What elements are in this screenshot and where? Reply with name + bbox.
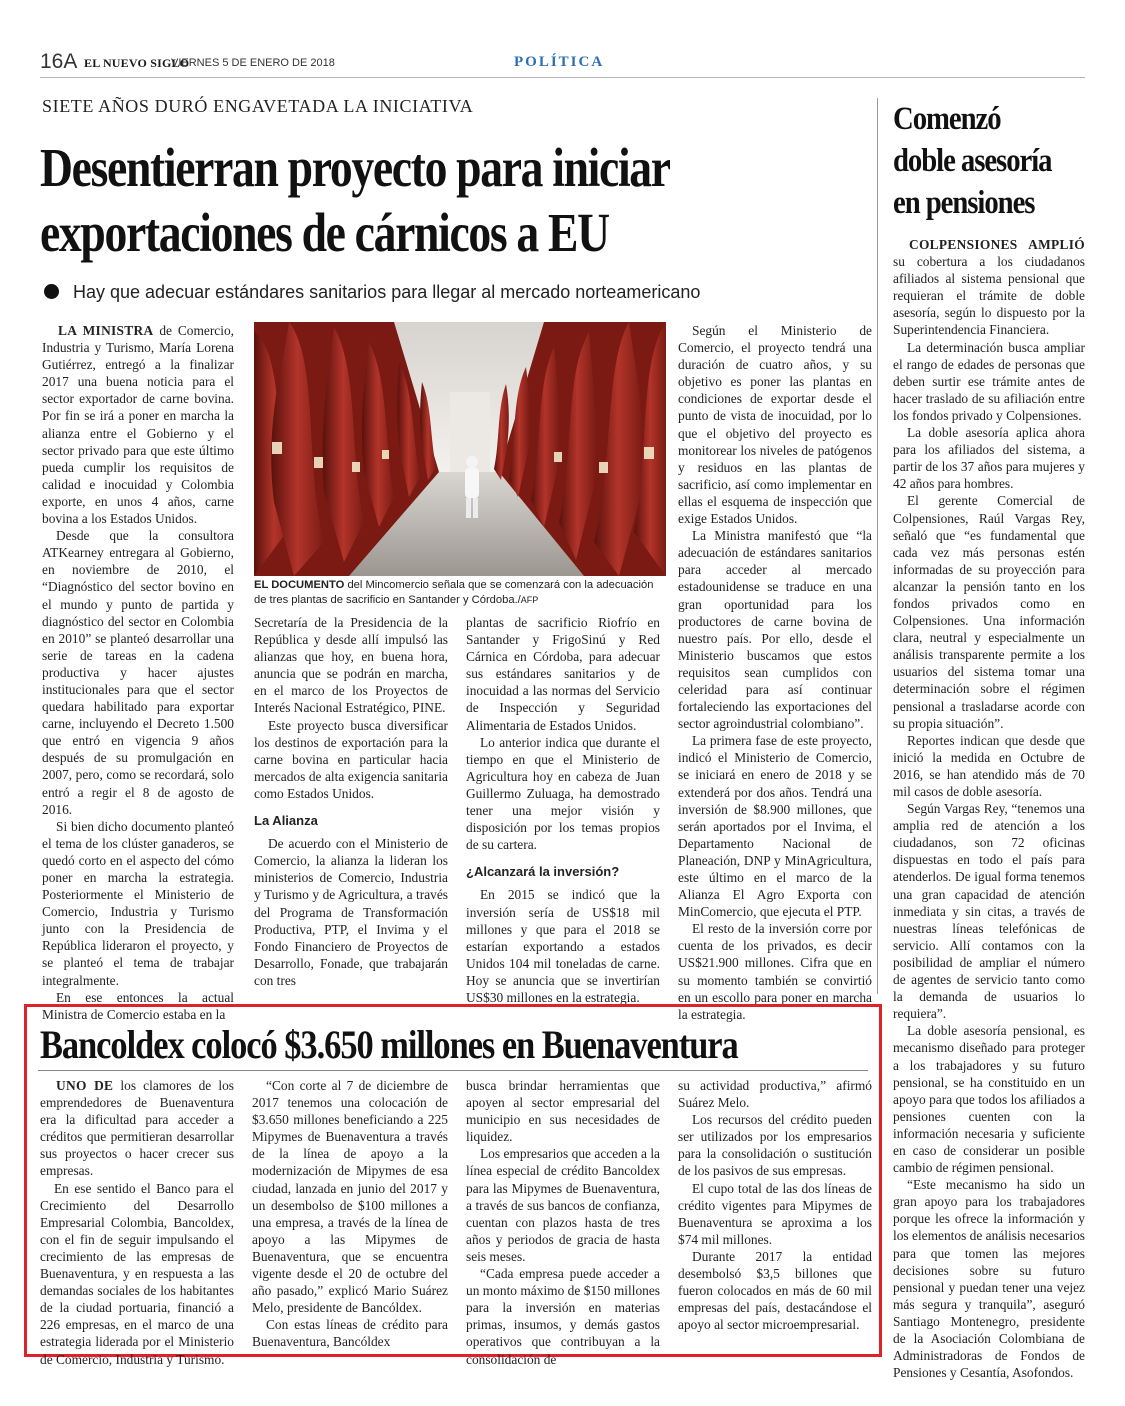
caption-text: del Mincomercio señala que se comenzará con la adecuación de tres plantas de sacrificio en Santander y Córdoba./ <box>254 579 654 606</box>
main-headline <box>40 135 729 265</box>
publication-date: VIERNES 5 DE ENERO DE 2018 <box>171 57 335 69</box>
main-column-3 <box>466 614 660 1006</box>
paragraph: “Cada empresa puede acceder a un monto máximo de $150 millones para la inversión en materias primas, insumos, y demás gastos operativos que contribuyan a la consolidación de <box>466 1266 660 1367</box>
paragraph: su cobertura a los ciudadanos afiliados al sistema pensional que requieran el trámite de doble asesoría, según lo dispuesto por la Superintendencia Financiera. <box>893 254 1085 338</box>
column-divider <box>877 98 878 994</box>
boxed-column-4 <box>678 1077 872 1333</box>
paragraph: El cupo total de las dos líneas de crédito vigentes para Mipymes de Buenaventura se aproxima a los $74 mil millones. <box>678 1180 872 1247</box>
paragraph: Según Vargas Rey, “tenemos una amplia red de atención a los ciudadanos, son 72 oficinas dispuestas en todo el país para atenderlos. De igual forma tenemos una gran capacidad de atención inmediata y sin citas, a través de nuestras líneas telefónicas de servicio. Allí contamos con la posibilidad de ampliar el número de agentes de servicio tanto como la demanda de usuarios lo requiera”. <box>893 801 1085 1022</box>
paragraph: La doble asesoría pensional, es mecanismo diseñado para proteger a los trabajadores y su futuro pensional, se ha constituido en un apoyo para que todos los afiliados a pensiones cuenten con la información necesaria y suficiente en caso de considerar un posible cambio de régimen pensional. <box>893 1023 1085 1176</box>
paragraph: Desde que la consultora ATKearney entregara al Gobierno, en noviembre de 2010, el “Diagnóstico del sector bovino en el mundo y punto de partida y diagnóstico del sector en Colombia en 2010” se planteó desarrollar una serie de tareas en la cadena productiva y hacer ajustes institucionales para que el sector quedara habilitado para exportar carne, incluyendo el Decreto 1.500 que entró en vigencia 9 años después de su promulgación en 2007, pero, como se recordará, solo entró a regir el 8 de agosto de 2016. <box>42 528 234 817</box>
paragraph: La Ministra manifestó que “la adecuación de estándares sanitarios para acceder al mercado estadounidense se traduce en una gran oportunidad para los productores de carne bovina de nuestro país. Por ello, desde el Ministerio buscamos que estos requisitos sean cumplidos con celeridad para así continuar fortaleciendo las exportaciones del sector agroindustrial colombiano”. <box>678 528 872 732</box>
newspaper-name: EL NUEVO SIGLO <box>84 56 190 70</box>
main-column-1 <box>42 322 234 1023</box>
paragraph: los clamores de los emprendedores de Buenaventura era la dificultad para acceder a créditos que permitieran desarrollar sus proyectos o hacer crecer sus empresas. <box>40 1078 234 1179</box>
paragraph: La primera fase de este proyecto, indicó el Ministerio de Comercio, se iniciará en enero de 2018 y se extenderá por dos años. Tendrá una inversión de $8.900 millones, que serán aportados por el Invima, el Departamento Nacional de Planeación, DNP y MinAgricultura, este último en el marco de la Alianza El Agro Exporta con MinComercio, que ejecuta el PTP. <box>678 733 872 920</box>
paragraph: Lo anterior indica que durante el tiempo en que el Ministerio de Agricultura hoy en cabeza de Juan Guillermo Zuluaga, ha demostrado tener una mejor visión y disposición por los temas propios de su cartera. <box>466 734 660 853</box>
boxed-column-1 <box>40 1077 234 1368</box>
headline-line-2: exportaciones de cárnicos a EU <box>40 202 609 263</box>
paragraph: su actividad productiva,” afirmó Suárez Melo. <box>678 1078 872 1111</box>
bullet-icon <box>44 284 59 299</box>
main-column-4 <box>678 322 872 1023</box>
sidebar-title: Comenzó doble asesoría en pensiones <box>893 101 1052 221</box>
lead-label: COLPENSIONES AMPLIÓ <box>909 237 1085 252</box>
lead-label: LA MINISTRA <box>58 323 154 338</box>
paragraph: plantas de sacrificio Riofrío en Santander y FrigoSinú y Red Cárnica en Córdoba, para adecuar sus estándares sanitarios y de inocuidad a las normas del Servicio de Inspección y Seguridad Alimentaria de Estados Unidos. <box>466 615 660 733</box>
sidebar-body <box>893 236 1085 1381</box>
paragraph: El resto de la inversión corre por cuenta de los privados, es decir US$21.900 millones. Cifra que en su momento también se convirtió en un escollo para poner en marcha la estrategia. <box>678 921 872 1022</box>
boxed-column-2 <box>252 1077 448 1351</box>
lead-label: UNO DE <box>56 1078 114 1093</box>
paragraph: busca brindar herramientas que apoyen al sector empresarial del municipio en sus necesidades de liquidez. <box>466 1078 660 1145</box>
paragraph: Con estas líneas de crédito para Buenaventura, Bancóldex <box>252 1317 448 1350</box>
paragraph: Los empresarios que acceden a la línea especial de crédito Bancoldex para las Mipymes de Buenaventura, a través de sus bancos de confianza, cuentan con plazos hasta de tres años y periodos de gracia de hasta seis meses. <box>466 1146 660 1264</box>
meat-warehouse-photo <box>254 322 666 576</box>
paragraph: Los recursos del crédito pueden ser utilizados por los empresarios para la consolidación o sustitución de los pasivos de sus empresas. <box>678 1112 872 1179</box>
photo-credit: AFP <box>520 595 539 605</box>
paragraph: de Comercio, Industria y Turismo, María Lorena Gutiérrez, entregó a la finalizar 2017 una buena noticia para el sector exportador de carne bovina. Por fin se irá a poner en marcha la alianza entre el Gobierno y el sector privado para que este último pueda cumplir los requisitos de calidad e inocuidad y Colombia exporte, en unos 4 años, carne bovina a los Estados Unidos. <box>42 323 234 527</box>
main-column-2 <box>254 614 448 989</box>
paragraph: En ese sentido el Banco para el Crecimiento del Desarrollo Empresarial Colombia, Bancoldex, con el fin de seguir impulsando el crecimiento de las empresas de Buenaventura, y en respuesta a las demandas sociales de los habitantes de la ciudad portuaria, financió a 226 empresas, en el marco de una estrategia liderada por el Ministerio de Comercio, Industria y Turismo. <box>40 1180 234 1367</box>
paragraph: La determinación busca ampliar el rango de edades de personas que deben surtir ese trámite antes de hacer traslado de su afiliación entre los fondos privado y Colpensiones. <box>893 339 1085 423</box>
paragraph: Este proyecto busca diversificar los destinos de exportación para la carne bovina en particular hacia mercados de alta exigencia sanitaria como Estados Unidos. <box>254 717 448 801</box>
paragraph: Según el Ministerio de Comercio, el proyecto tendrá una duración de cuatro años, y su objetivo es poner las plantas en condiciones de exportar desde el punto de vista de inocuidad, por lo que el objetivo del proyecto es monitorear los niveles de patógenos y residuos en las plantas de sacrificio, así como implementar en ellas el esquema de inspección que exige Estados Unidos. <box>678 323 872 527</box>
kicker: SIETE AÑOS DURÓ ENGAVETADA LA INICIATIVA <box>42 96 474 116</box>
paragraph: En ese entonces la actual Ministra de Comercio estaba en la <box>42 989 234 1022</box>
paragraph: En 2015 se indicó que la inversión sería de US$18 mil millones y que para el 2018 se estarían exportando a estados Unidos 104 mil toneladas de carne. Hoy se anuncia que se invertirían US$30 millones en la estrategia. <box>466 887 660 1005</box>
paragraph: Si bien dicho documento planteó el tema de los clúster ganaderos, se quedó corto en el aspecto del cómo poner en marcha la estrategia. Posteriormente el Ministerio de Comercio, Industria y Turismo junto con la Presidencia de República lideraron el proyecto, y se planteó el tema de trabajar integralmente. <box>42 818 234 988</box>
paragraph: La doble asesoría aplica ahora para los afiliados del sistema, a partir de los 37 años para mujeres y 42 años para hombres. <box>893 425 1085 492</box>
section-label: POLÍTICA <box>514 54 605 70</box>
deck <box>44 282 864 303</box>
caption-label: EL DOCUMENTO <box>254 579 345 591</box>
boxed-story-divider <box>38 1070 868 1071</box>
page-number: 16A <box>40 50 78 73</box>
paragraph: Secretaría de la Presidencia de la República y desde allí impulsó las alianzas que hoy, en buena hora, anuncia que se podrán en marcha, en el marco de los Proyectos de Interés Nacional Estratégico, PINE. <box>254 615 448 716</box>
paragraph: El gerente Comercial de Colpensiones, Raúl Vargas Rey, señaló que “es fundamental que cada vez más personas estén informadas de su proyección para alcanzar la pensión tanto en los fondos privados como en Colpensiones. Una información clara, neutral y especialmente un análisis transparente permite a los usuarios del sistema tomar una determinación sobre el régimen pensional a trasladarse acorde con su propia situación”. <box>893 493 1085 731</box>
deck-text: Hay que adecuar estándares sanitarios para llegar al mercado norteamericano <box>73 282 701 302</box>
boxed-story-headline: Bancoldex colocó $3.650 millones en Buenaventura <box>40 1022 738 1067</box>
paragraph: Reportes indican que desde que inició la medida en Octubre de 2016, se han atendido más de 70 mil casos de doble asesoría. <box>893 732 1085 799</box>
photo-illustration <box>254 322 666 576</box>
subheading: La Alianza <box>254 813 318 829</box>
subheading: ¿Alcanzará la inversión? <box>466 864 620 880</box>
page-header <box>40 48 1085 78</box>
paragraph: Durante 2017 la entidad desembolsó $3,5 billones que fueron colocados en más de 60 mil empresas del país, destacándose el apoyo al sector microempresarial. <box>678 1248 872 1333</box>
headline-line-1: Desentierran proyecto para iniciar <box>40 137 670 198</box>
boxed-column-3 <box>466 1077 660 1368</box>
paragraph: “Este mecanismo ha sido un gran apoyo para los trabajadores porque les ofrece la información y los elementos de análisis necesarios para que tomen las mejores decisiones sobre su futuro pensional y puedan tener una vejez más segura y tranquila”, aseguró Santiago Montenegro, presidente de la Asociación Colombiana de Administradoras de Fondos de Pensiones y Cesantía, Asofondos. <box>893 1177 1085 1381</box>
photo-caption <box>254 578 666 608</box>
paragraph: De acuerdo con el Ministerio de Comercio, la alianza la lideran los ministerios de Comercio, Industria y Turismo y de Agricultura, a través del Programa de Transformación Productiva, PTP, el Invima y el Fondo Financiero de Proyectos de Desarrollo, Fonade, que trabajarán con tres <box>254 836 448 988</box>
paragraph: “Con corte al 7 de diciembre de 2017 tenemos una colocación de $3.650 millones beneficiando a 225 Mipymes de Buenaventura a través de la línea de apoyo a la modernización de Mipymes de esa ciudad, lanzada en junio del 2017 y un desembolso de $100 millones a una empresa, a través de la línea de apoyo a las Mipymes de Buenaventura, que se encuentra vigente desde el 20 de octubre del año pasado,” explicó Mario Suárez Melo, presidente de Bancóldex. <box>252 1078 448 1316</box>
